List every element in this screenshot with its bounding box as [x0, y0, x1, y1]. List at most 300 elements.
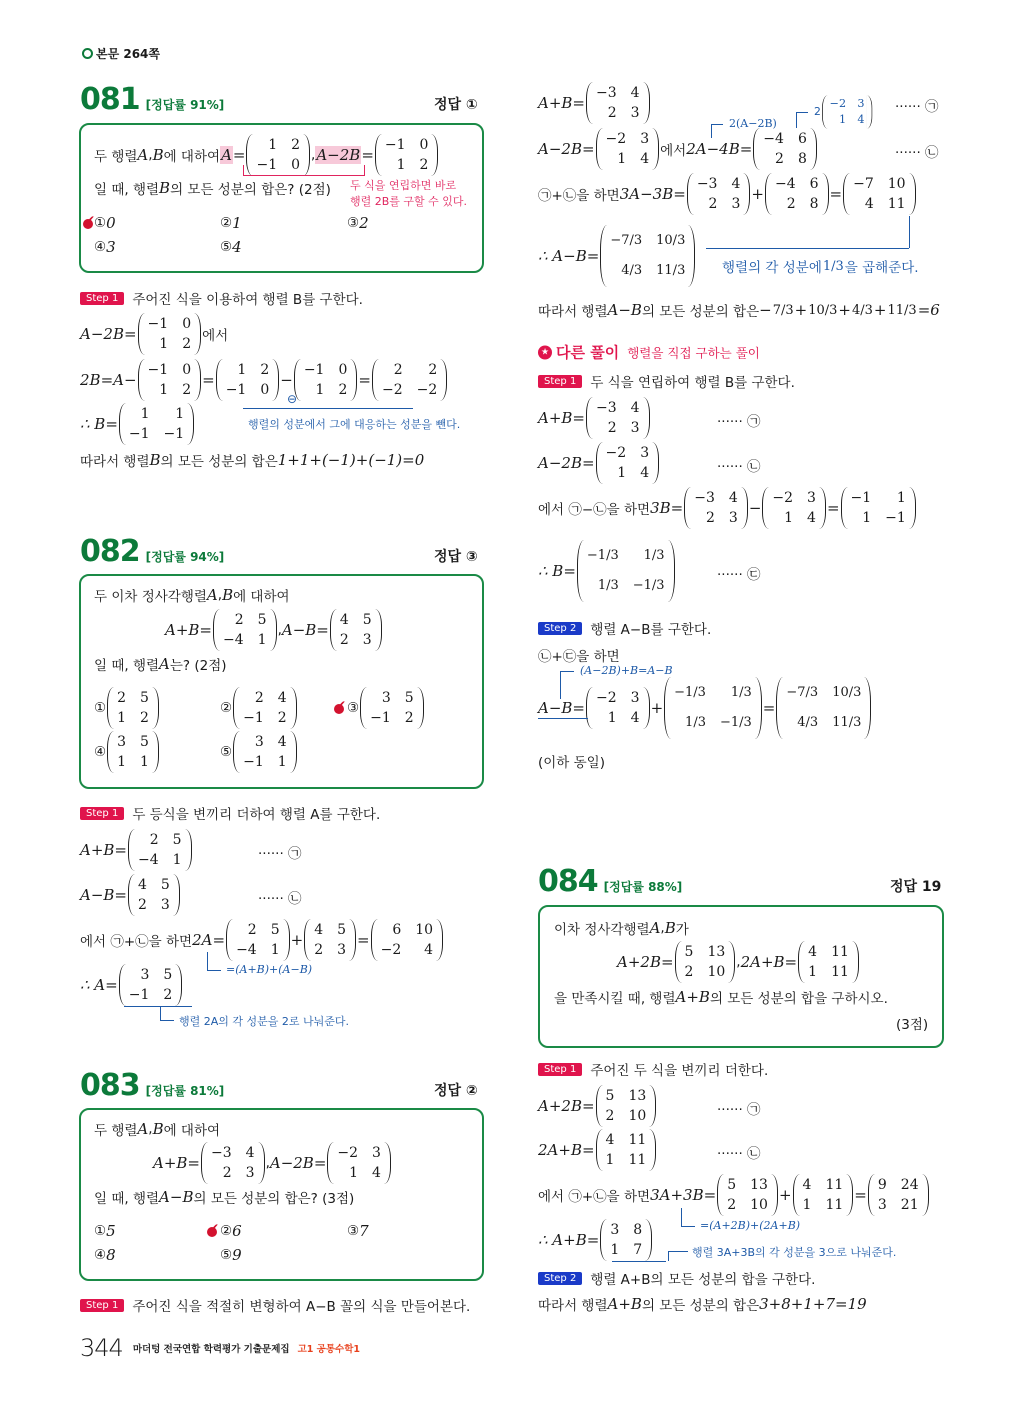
right-paren — [417, 687, 424, 729]
matrix-fraction-cell: −1/3 — [632, 578, 665, 593]
right-paren — [185, 829, 192, 871]
math-expression: 5 — [106, 1222, 116, 1240]
annotation: 행렬의 성분에서 그에 대응하는 성분을 뺀다. — [248, 418, 461, 431]
text: ④ — [94, 744, 107, 760]
step-1-heading — [538, 371, 795, 391]
matrix-cell: 0 — [182, 362, 192, 378]
right-paren — [867, 95, 873, 129]
left-paren — [233, 687, 240, 729]
text: 일 때, 행렬 — [94, 182, 160, 198]
correct-rate: [정답률 91%] — [145, 98, 225, 112]
right-paren — [643, 687, 650, 729]
text: 2 — [814, 105, 821, 119]
matrix-grid — [135, 874, 173, 916]
matrix-grid — [805, 941, 852, 983]
points-label: (3점) — [896, 1017, 929, 1033]
arrow-line — [711, 124, 712, 138]
matrix-grid — [126, 403, 187, 445]
text: ④ — [94, 239, 107, 255]
question-line — [165, 609, 383, 651]
text: 의 모든 성분의 합은 — [641, 304, 760, 320]
matrix-cell: −2 — [829, 97, 847, 111]
matrix-cell: 4 — [808, 944, 818, 960]
matrix-fraction-cell: 1/3 — [730, 685, 752, 700]
choice-1[interactable] — [94, 1222, 116, 1240]
matrix-cell: 5 — [140, 734, 149, 750]
matrix — [717, 1174, 778, 1216]
matrix-cell: 5 — [163, 967, 173, 983]
math-expression: A−2B — [316, 146, 361, 164]
matrix — [128, 829, 192, 871]
step-badge: Step 1 — [80, 1299, 124, 1312]
matrix — [798, 941, 859, 983]
math-expression: 2A+B= — [538, 1141, 595, 1159]
solution-line — [80, 403, 195, 445]
problem-number: 083 — [80, 1068, 140, 1103]
matrix-cell: 3 — [877, 1197, 887, 1213]
left-paren — [596, 1129, 603, 1171]
solution-line — [538, 128, 818, 170]
matrix-cell: 3 — [160, 897, 170, 913]
matrix-grid — [337, 609, 375, 651]
matrix — [841, 487, 916, 529]
solution-line — [80, 359, 448, 401]
matrix-cell: 1 — [802, 1197, 812, 1213]
link-bracket — [243, 165, 365, 176]
math-expression: = — [829, 185, 843, 203]
fraction: 4/3 — [852, 302, 873, 318]
matrix-grid — [367, 687, 417, 729]
left-paren — [843, 173, 850, 215]
matrix-cell: 3 — [640, 131, 650, 147]
solution-line — [538, 1219, 653, 1261]
right-paren — [175, 964, 182, 1006]
matrix-cell: 3 — [731, 196, 741, 212]
right-paren — [643, 82, 650, 124]
math-expression: 7 — [359, 1222, 369, 1240]
matrix — [330, 609, 382, 651]
math-expression: 1 — [232, 214, 242, 232]
matrix-cell: 11 — [887, 196, 906, 212]
left-paren — [138, 359, 145, 401]
right-paren — [440, 359, 447, 401]
choice-4[interactable] — [94, 1246, 116, 1264]
math-expression: − — [280, 371, 293, 389]
matrix-grid — [379, 359, 440, 401]
choice-3[interactable] — [347, 1222, 369, 1240]
solution-line — [538, 82, 651, 124]
matrix-cell: 5 — [337, 922, 347, 938]
right-paren — [649, 1129, 656, 1171]
text: 에 대하여 — [233, 589, 290, 605]
text: 에서 ㉠−㉡을 하면 — [538, 502, 651, 518]
matrix-fraction-cell: −7/3 — [786, 685, 819, 700]
choice-3[interactable] — [347, 687, 425, 729]
matrix-cell: −7 — [853, 176, 874, 192]
math-expression: A−B= — [281, 621, 329, 639]
left-paren — [868, 1174, 875, 1216]
matrix-cell: 2 — [247, 922, 257, 938]
text: 는? (2점) — [169, 658, 227, 674]
left-paren — [600, 1219, 607, 1261]
text: 에서 ㉠+㉡을 하면 — [538, 1189, 651, 1205]
matrix — [213, 609, 277, 651]
arrow-line — [796, 112, 808, 113]
matrix-grid — [233, 919, 283, 961]
minus-circle-icon: ⊖ — [287, 392, 298, 406]
matrix-cell: 10 — [750, 1197, 768, 1213]
page-ref-text: 본문 264쪽 — [96, 47, 161, 61]
text: ② — [220, 1223, 233, 1239]
matrix-cell: 4 — [277, 690, 287, 706]
step-text: 주어진 두 식을 변끼리 더한다. — [590, 1063, 769, 1079]
math-expression: 1+1+(−1)+(−1)=0 — [277, 451, 425, 469]
right-paren — [272, 359, 279, 401]
answer-label: 정답 ③ — [434, 549, 478, 565]
matrix — [586, 82, 650, 124]
math-expression: ∴ A+B= — [538, 1231, 600, 1249]
matrix-cell: 3 — [140, 967, 150, 983]
text: ① — [94, 1223, 107, 1239]
math-expression: A — [206, 586, 218, 604]
arrow-line — [160, 1006, 161, 1020]
matrix-cell: 1 — [617, 151, 627, 167]
matrix — [371, 919, 443, 961]
math-expression: A+2B= — [617, 953, 674, 971]
matrix — [868, 1174, 929, 1216]
subject-label: 고1 공통수학1 — [297, 1344, 360, 1355]
matrix-cell: 11 — [831, 964, 849, 980]
solution-line — [80, 450, 424, 470]
solution-line — [538, 442, 660, 484]
matrix-cell: 2 — [393, 362, 403, 378]
matrix-cell: 2 — [222, 1165, 232, 1181]
choice-1[interactable] — [94, 214, 116, 232]
right-paren — [290, 687, 297, 729]
matrix-grid — [769, 487, 819, 529]
matrix-cell: 3 — [630, 105, 640, 121]
matrix-cell: 13 — [750, 1177, 768, 1193]
matrix-grid — [603, 1129, 650, 1171]
text: ㉠+㉡을 하면 — [538, 188, 620, 204]
choice-1[interactable] — [94, 687, 160, 729]
step-1-heading — [80, 1295, 470, 1315]
problem-number: 081 — [80, 82, 140, 117]
text: ㉡+㉢을 하면 — [538, 649, 620, 665]
matrix-cell: 3 — [254, 734, 264, 750]
matrix-cell: 2 — [705, 510, 715, 526]
matrix-cell: −2 — [380, 942, 402, 958]
matrix — [119, 403, 194, 445]
left-paren — [119, 403, 126, 445]
problem-number: 084 — [538, 864, 598, 899]
left-paren — [596, 442, 603, 484]
star-circle-icon: ★ — [538, 345, 552, 359]
matrix-grid — [382, 134, 432, 176]
solution-line — [80, 313, 228, 355]
math-expression: B — [152, 1120, 164, 1138]
matrix-cell: 10 — [415, 922, 434, 938]
text: , — [660, 920, 665, 936]
step-2-heading — [538, 618, 711, 638]
choice-4[interactable] — [94, 731, 160, 773]
matrix — [596, 1085, 657, 1127]
matrix-fraction-cell: −1/3 — [719, 715, 752, 730]
math-expression: 6 — [232, 1222, 242, 1240]
text: 따라서 행렬 — [538, 1298, 608, 1314]
check-mark-icon — [207, 1227, 217, 1237]
matrix-cell: 11 — [825, 1197, 844, 1213]
matrix-cell: 0 — [291, 157, 301, 173]
matrix-cell: 1 — [159, 336, 169, 352]
right-paren — [652, 128, 659, 170]
left-paren — [596, 1085, 603, 1127]
math-expression: B — [222, 586, 234, 604]
matrix-cell: 11 — [628, 1132, 647, 1148]
math-expression: A−B — [607, 301, 642, 319]
math-expression: A−2B= — [538, 454, 595, 472]
alt-title: 다른 풀이 — [556, 343, 620, 362]
text: , — [736, 954, 741, 970]
step-2-heading — [538, 1268, 815, 1288]
matrix-cell: 3 — [640, 445, 650, 461]
matrix-cell: 3 — [728, 510, 738, 526]
text: 두 행렬 — [94, 1123, 138, 1139]
text: , — [148, 1121, 153, 1137]
matrix-cell: 6 — [809, 176, 819, 192]
matrix-grid — [114, 731, 152, 773]
math-expression: + — [873, 301, 887, 319]
math-expression: 4 — [232, 238, 242, 256]
step-badge: Step 1 — [538, 375, 582, 388]
right-paren — [852, 941, 859, 983]
matrix — [233, 731, 297, 773]
right-paren — [728, 941, 735, 983]
matrix — [675, 941, 736, 983]
text: ④ — [94, 1247, 107, 1263]
annotation: =(A+B)+(A−B) — [226, 963, 313, 976]
text: 에서 — [202, 328, 229, 344]
math-expression: + — [838, 301, 851, 319]
matrix-cell: 5 — [684, 944, 694, 960]
choice-2[interactable] — [220, 687, 298, 729]
choice-2[interactable] — [220, 1222, 242, 1240]
left-paren — [841, 487, 848, 529]
math-expression: + — [778, 1186, 792, 1204]
math-expression: A+B= — [153, 1154, 200, 1172]
right-paren — [771, 1174, 778, 1216]
math-expression: 3+8+1+7=19 — [759, 1295, 867, 1313]
answer-label: 정답 ② — [434, 1083, 478, 1099]
matrix-grid — [603, 128, 653, 170]
matrix — [226, 919, 290, 961]
right-paren — [668, 540, 675, 602]
matrix-grid — [301, 359, 351, 401]
matrix-cell: −1 — [256, 157, 278, 173]
math-expression: A−2B= — [80, 325, 137, 343]
matrix-fraction-cell: 1/3 — [685, 715, 706, 730]
matrix-cell: 4 — [314, 922, 324, 938]
math-expression: B — [664, 919, 676, 937]
right-paren — [649, 1085, 656, 1127]
circle-bullet-icon — [82, 48, 93, 59]
left-paren — [717, 1174, 724, 1216]
matrix-cell: 4 — [857, 113, 865, 127]
same-text: (이하 동일) — [538, 755, 605, 771]
matrix-cell: 2 — [117, 690, 127, 706]
choice-3[interactable] — [347, 214, 369, 232]
right-paren — [194, 313, 201, 355]
text: 두 이차 정사각행렬 — [94, 589, 207, 605]
arrow-line — [909, 216, 910, 248]
equation-tag: ······ ㉢ — [717, 567, 761, 583]
matrix-cell: −4 — [236, 942, 257, 958]
choice-5[interactable] — [220, 1246, 242, 1264]
matrix-cell: 1 — [315, 382, 325, 398]
matrix-cell: 1 — [839, 113, 847, 127]
matrix-grid — [593, 82, 643, 124]
step-1-heading — [538, 1059, 768, 1079]
matrix-fraction-cell: −7/3 — [610, 233, 643, 248]
arrow-line — [681, 1226, 695, 1227]
left-paren — [586, 82, 593, 124]
step-text: 행렬 A−B를 구한다. — [590, 622, 712, 638]
matrix-cell: 2 — [786, 196, 796, 212]
right-paren — [645, 1219, 652, 1261]
matrix-fraction-cell: 1/3 — [643, 548, 665, 563]
math-expression: B — [159, 179, 171, 197]
fraction: 1/3 — [822, 258, 844, 274]
left-paren — [675, 941, 682, 983]
annotation: 행렬 2A의 각 성분을 2로 나눠준다. — [179, 1015, 350, 1028]
matrix-grid — [145, 313, 195, 355]
matrix-grid — [760, 128, 810, 170]
text: ③ — [347, 700, 360, 716]
matrix-grid — [827, 95, 867, 129]
math-expression: A+B= — [538, 94, 585, 112]
equation-tag: ······ ㉡ — [717, 459, 761, 475]
equation-tag: ······ ㉠ — [717, 1102, 761, 1118]
text: ③ — [347, 1223, 360, 1239]
matrix — [753, 128, 817, 170]
matrix-cell: 8 — [797, 151, 807, 167]
matrix — [216, 359, 280, 401]
matrix-cell: 5 — [140, 690, 149, 706]
left-paren — [687, 173, 694, 215]
math-expression: A−B — [159, 1188, 194, 1206]
left-paren — [201, 1142, 208, 1184]
right-paren — [375, 609, 382, 651]
choice-5[interactable] — [220, 238, 242, 256]
matrix-cell: 4 — [630, 85, 640, 101]
right-paren — [349, 919, 356, 961]
problem-083-header — [80, 1068, 224, 1103]
choice-2[interactable] — [220, 214, 242, 232]
solution-line — [538, 1174, 930, 1216]
matrix-grid — [671, 677, 755, 739]
right-paren — [922, 1174, 929, 1216]
matrix-cell: 3 — [337, 942, 347, 958]
right-paren — [187, 403, 194, 445]
matrix-grid — [311, 919, 349, 961]
matrix-cell: 3 — [630, 420, 640, 436]
step-1-heading — [80, 803, 380, 823]
matrix-grid — [145, 359, 195, 401]
answer-label: 정답 ① — [434, 97, 478, 113]
matrix-cell: 1 — [605, 1152, 615, 1168]
math-expression: 3A−3B= — [619, 185, 686, 203]
matrix-cell: 2 — [149, 832, 159, 848]
text: 에 대하여 — [163, 149, 221, 165]
arrow-line — [160, 1020, 174, 1021]
question-line — [94, 1119, 220, 1139]
math-expression: 8 — [106, 1246, 116, 1264]
matrix-cell: 4 — [277, 734, 287, 750]
matrix-cell: 4 — [339, 612, 349, 628]
step-badge: Step 1 — [80, 292, 124, 305]
math-expression: = — [357, 931, 370, 949]
matrix-cell: 2 — [428, 362, 438, 378]
arrow-line — [796, 112, 797, 128]
math-expression: 2A= — [192, 931, 226, 949]
math-expression: = — [361, 146, 374, 164]
solution-line — [538, 1129, 657, 1171]
book-title: 마더텅 전국연합 학력평가 기출문제집 — [132, 1344, 290, 1355]
check-mark-icon — [83, 219, 93, 229]
math-expression: − — [759, 301, 772, 319]
choice-5[interactable] — [220, 731, 298, 773]
matrix-cell: 1 — [349, 1165, 359, 1181]
math-expression: ∴ A= — [80, 976, 118, 994]
choice-4[interactable] — [94, 238, 116, 256]
left-paren — [327, 1142, 334, 1184]
matrix-grid — [783, 677, 864, 739]
matrix-cell: 10 — [628, 1108, 647, 1124]
underline — [612, 1261, 666, 1262]
right-paren — [846, 1174, 853, 1216]
step-badge: Step 2 — [538, 1272, 582, 1285]
matrix-cell: 4 — [640, 151, 650, 167]
text: 의 모든 성분의 합은? (2점) — [170, 182, 331, 198]
text: 에서 — [660, 143, 687, 159]
left-paren — [119, 964, 126, 1006]
matrix-grid — [223, 359, 273, 401]
matrix-cell: 4 — [372, 1165, 381, 1181]
math-expression: 2A−4B= — [686, 140, 753, 158]
hint-note — [350, 178, 467, 210]
matrix-cell: 1 — [175, 406, 185, 422]
matrix-cell: 1 — [257, 632, 267, 648]
matrix-grid — [724, 1174, 771, 1216]
matrix-cell: 0 — [260, 382, 270, 398]
matrix-cell: 5 — [605, 1088, 615, 1104]
matrix-cell: −1 — [128, 426, 150, 442]
right-paren — [258, 1142, 265, 1184]
text: 을 곱해준다. — [844, 260, 919, 276]
matrix-cell: 3 — [857, 97, 865, 111]
question-line — [554, 987, 888, 1007]
underline — [124, 1006, 192, 1007]
matrix-cell: 2 — [314, 942, 324, 958]
left-paren — [371, 919, 378, 961]
matrix-cell: 5 — [257, 612, 267, 628]
text: ② — [220, 215, 233, 231]
matrix-grid — [135, 829, 185, 871]
matrix-grid — [603, 442, 653, 484]
matrix-cell: 4 — [138, 877, 147, 893]
arrow-line — [207, 952, 208, 970]
matrix-cell: 1 — [784, 510, 794, 526]
